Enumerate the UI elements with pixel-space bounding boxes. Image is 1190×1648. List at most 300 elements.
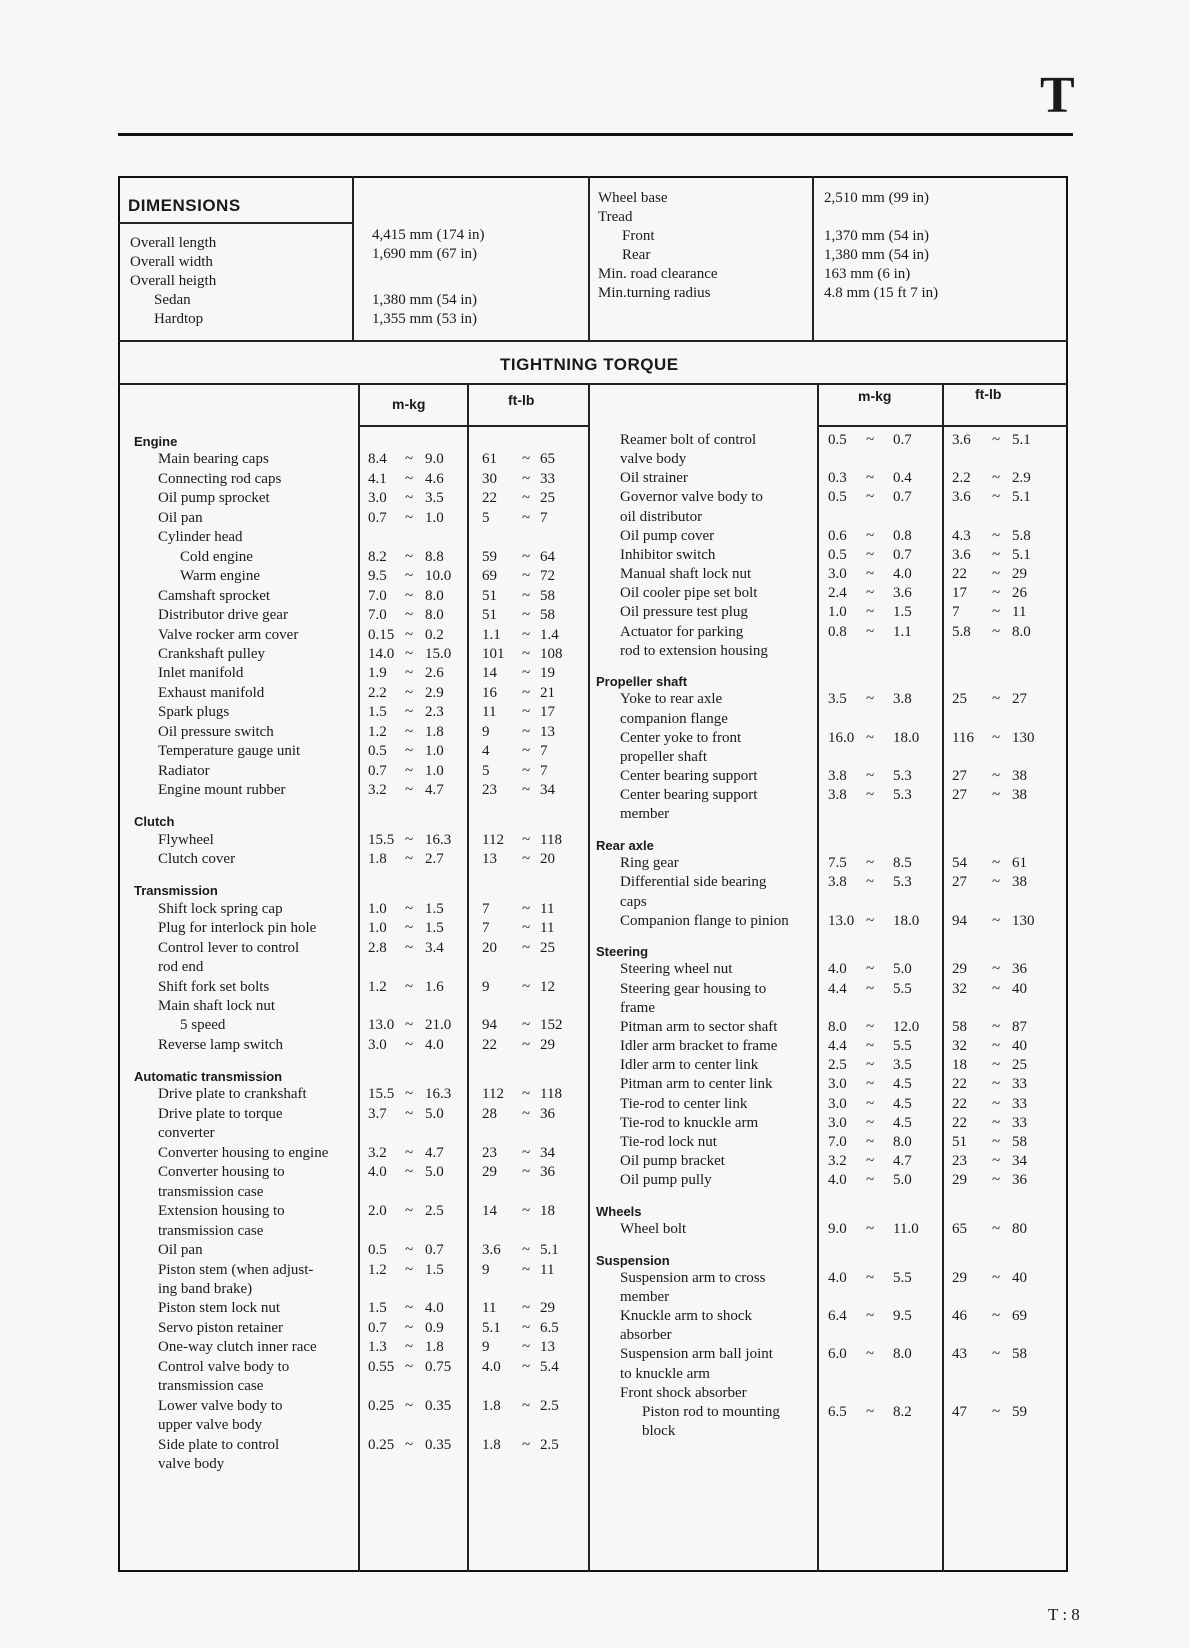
mkg-min: 4.0 <box>368 1164 387 1181</box>
range-tilde: ~ <box>992 489 1001 506</box>
range-tilde: ~ <box>866 691 875 708</box>
mkg-min: 0.8 <box>828 623 847 640</box>
mkg-max: 4.5 <box>893 1076 912 1093</box>
ftlb-max: 13 <box>540 723 555 740</box>
torque-item-label: Suspension arm ball joint <box>620 1346 773 1363</box>
ftlb-max: 2.5 <box>540 1436 559 1453</box>
mkg-min: 0.5 <box>368 743 387 760</box>
mkg-max: 5.0 <box>893 1172 912 1189</box>
torque-item-label: Tie-rod to center link <box>620 1095 748 1112</box>
range-tilde: ~ <box>992 768 1001 785</box>
dimensions-bottom-rule <box>118 340 1068 342</box>
mkg-max: 8.0 <box>893 1133 912 1150</box>
dim-value: 163 mm (6 in) <box>824 266 911 282</box>
range-tilde: ~ <box>992 874 1001 891</box>
torque-item-label: Engine mount rubber <box>158 782 286 799</box>
torque-item-label: Center bearing support <box>620 787 758 804</box>
ftlb-max: 5.8 <box>1012 527 1031 544</box>
dim-label: Min. road clearance <box>598 266 718 282</box>
range-tilde: ~ <box>405 939 414 956</box>
range-tilde: ~ <box>866 1133 875 1150</box>
mkg-min: 7.0 <box>828 1133 847 1150</box>
ftlb-min: 22 <box>952 566 967 583</box>
torque-item-label: Steering gear housing to <box>620 980 767 997</box>
ftlb-max: 11 <box>540 920 555 937</box>
ftlb-min: 22 <box>952 1114 967 1131</box>
mkg-max: 8.0 <box>425 587 444 604</box>
dim-divider-2 <box>588 176 590 340</box>
unit-ftlb-left: ft-lb <box>508 392 535 408</box>
dim-label: Overall width <box>130 254 213 270</box>
range-tilde: ~ <box>866 470 875 487</box>
range-tilde: ~ <box>992 1403 1001 1420</box>
mkg-min: 2.4 <box>828 585 847 602</box>
mkg-max: 0.35 <box>425 1397 452 1414</box>
mkg-max: 3.5 <box>425 490 444 507</box>
mkg-max: 3.8 <box>893 691 912 708</box>
mkg-min: 3.7 <box>368 1105 387 1122</box>
range-tilde: ~ <box>866 855 875 872</box>
range-tilde: ~ <box>866 729 875 746</box>
ftlb-min: 43 <box>952 1346 967 1363</box>
mkg-max: 16.3 <box>425 1086 452 1103</box>
ftlb-max: 87 <box>1012 1018 1027 1035</box>
mkg-max: 2.3 <box>425 704 444 721</box>
mkg-max: 8.0 <box>425 607 444 624</box>
ftlb-max: 108 <box>540 645 563 662</box>
unit-mkg-left: m-kg <box>392 396 426 412</box>
mkg-max: 1.0 <box>425 762 444 779</box>
ftlb-max: 33 <box>540 470 555 487</box>
mkg-max: 3.6 <box>893 585 912 602</box>
header-rule <box>118 133 1073 136</box>
mkg-max: 12.0 <box>893 1018 920 1035</box>
range-tilde: ~ <box>522 978 531 995</box>
torque-item-label: Inlet manifold <box>158 665 244 682</box>
range-tilde: ~ <box>992 980 1001 997</box>
range-tilde: ~ <box>866 1269 875 1286</box>
mkg-min: 2.5 <box>828 1057 847 1074</box>
range-tilde: ~ <box>405 587 414 604</box>
range-tilde: ~ <box>405 1086 414 1103</box>
mkg-max: 3.5 <box>893 1057 912 1074</box>
mkg-min: 3.2 <box>368 1144 387 1161</box>
ftlb-min: 7 <box>952 604 960 621</box>
range-tilde: ~ <box>405 568 414 585</box>
mkg-max: 2.9 <box>425 684 444 701</box>
dim-label: Overall length <box>130 235 217 251</box>
ftlb-min: 3.6 <box>952 546 971 563</box>
ftlb-min: 69 <box>482 568 497 585</box>
mkg-min: 1.9 <box>368 665 387 682</box>
ftlb-min: 116 <box>952 729 974 746</box>
mkg-min: 3.0 <box>368 1036 387 1053</box>
torque-item-label: Connecting rod caps <box>158 470 282 487</box>
torque-item-label: Tie-rod to knuckle arm <box>620 1114 759 1131</box>
torque-item-label: Converter housing to <box>158 1164 285 1181</box>
ftlb-min: 27 <box>952 787 967 804</box>
range-tilde: ~ <box>405 1397 414 1414</box>
ftlb-min: 32 <box>952 1038 967 1055</box>
torque-divider-l2 <box>467 383 469 1572</box>
range-tilde: ~ <box>522 587 531 604</box>
range-tilde: ~ <box>405 548 414 565</box>
ftlb-min: 5 <box>482 509 490 526</box>
ftlb-max: 1.4 <box>540 626 559 643</box>
torque-item-label: transmission case <box>158 1183 264 1200</box>
mkg-min: 0.5 <box>828 489 847 506</box>
ftlb-min: 14 <box>482 665 497 682</box>
dim-label: Overall heigth <box>130 273 217 289</box>
range-tilde: ~ <box>866 1038 875 1055</box>
range-tilde: ~ <box>992 604 1001 621</box>
torque-item-label: Idler arm to center link <box>620 1057 759 1074</box>
section-heading: Suspension <box>596 1252 670 1268</box>
mkg-max: 15.0 <box>425 645 452 662</box>
mkg-max: 5.0 <box>425 1105 444 1122</box>
ftlb-max: 118 <box>540 1086 562 1103</box>
range-tilde: ~ <box>405 665 414 682</box>
ftlb-min: 1.1 <box>482 626 501 643</box>
torque-item-label: Oil pan <box>158 1242 203 1259</box>
torque-item-label: ing band brake) <box>158 1280 253 1297</box>
range-tilde: ~ <box>522 762 531 779</box>
mkg-max: 5.5 <box>893 980 912 997</box>
range-tilde: ~ <box>405 1319 414 1336</box>
range-tilde: ~ <box>405 451 414 468</box>
torque-item-label: transmission case <box>158 1222 264 1239</box>
ftlb-min: 51 <box>482 587 497 604</box>
mkg-min: 0.5 <box>368 1242 387 1259</box>
dim-value: 1,355 mm (53 in) <box>372 311 477 327</box>
dim-value: 2,510 mm (99 in) <box>824 190 929 206</box>
ftlb-min: 3.6 <box>952 489 971 506</box>
mkg-min: 0.25 <box>368 1436 395 1453</box>
ftlb-min: 58 <box>952 1018 967 1035</box>
ftlb-min: 4.3 <box>952 527 971 544</box>
range-tilde: ~ <box>992 546 1001 563</box>
ftlb-min: 11 <box>482 1300 497 1317</box>
range-tilde: ~ <box>522 782 531 799</box>
range-tilde: ~ <box>866 1114 875 1131</box>
dim-label: Rear <box>622 247 651 263</box>
ftlb-min: 23 <box>952 1152 967 1169</box>
ftlb-min: 29 <box>952 961 967 978</box>
mkg-max: 9.5 <box>893 1308 912 1325</box>
torque-item-label: Steering wheel nut <box>620 961 733 978</box>
ftlb-min: 2.2 <box>952 470 971 487</box>
torque-item-label: Wheel bolt <box>620 1220 687 1237</box>
range-tilde: ~ <box>522 1242 531 1259</box>
range-tilde: ~ <box>405 704 414 721</box>
ftlb-min: 20 <box>482 939 497 956</box>
mkg-max: 4.5 <box>893 1095 912 1112</box>
torque-item-label: caps <box>620 893 647 910</box>
mkg-max: 1.5 <box>425 920 444 937</box>
mkg-max: 5.3 <box>893 787 912 804</box>
range-tilde: ~ <box>992 432 1001 448</box>
mkg-max: 1.5 <box>893 604 912 621</box>
torque-item-label: Shift lock spring cap <box>158 900 283 917</box>
mkg-min: 8.4 <box>368 451 387 468</box>
mkg-min: 15.5 <box>368 831 395 848</box>
range-tilde: ~ <box>522 831 531 848</box>
range-tilde: ~ <box>522 1086 531 1103</box>
ftlb-min: 22 <box>482 490 497 507</box>
range-tilde: ~ <box>992 566 1001 583</box>
range-tilde: ~ <box>522 1261 531 1278</box>
mkg-min: 3.0 <box>828 566 847 583</box>
range-tilde: ~ <box>405 626 414 643</box>
torque-item-label: rod to extension housing <box>620 642 768 659</box>
range-tilde: ~ <box>866 1308 875 1325</box>
range-tilde: ~ <box>405 490 414 507</box>
range-tilde: ~ <box>405 851 414 868</box>
torque-item-label: Plug for interlock pin hole <box>158 920 317 937</box>
ftlb-max: 33 <box>1012 1095 1027 1112</box>
torque-item-label: oil distributor <box>620 508 703 525</box>
torque-item-label: block <box>642 1423 676 1439</box>
range-tilde: ~ <box>405 1105 414 1122</box>
ftlb-max: 18 <box>540 1203 555 1220</box>
mkg-max: 4.0 <box>893 566 912 583</box>
ftlb-max: 7 <box>540 509 548 526</box>
mkg-max: 0.7 <box>893 432 912 448</box>
mkg-min: 4.1 <box>368 470 387 487</box>
mkg-min: 6.0 <box>828 1346 847 1363</box>
torque-item-label: Radiator <box>158 762 210 779</box>
ftlb-max: 64 <box>540 548 555 565</box>
range-tilde: ~ <box>992 1038 1001 1055</box>
ftlb-max: 11 <box>540 900 555 917</box>
mkg-min: 13.0 <box>828 912 855 929</box>
ftlb-max: 33 <box>1012 1076 1027 1093</box>
ftlb-max: 69 <box>1012 1308 1027 1325</box>
ftlb-min: 32 <box>952 980 967 997</box>
torque-item-label: Center bearing support <box>620 768 758 785</box>
ftlb-max: 72 <box>540 568 555 585</box>
section-heading: Steering <box>596 944 649 960</box>
ftlb-min: 29 <box>952 1269 967 1286</box>
ftlb-max: 13 <box>540 1339 555 1356</box>
range-tilde: ~ <box>405 509 414 526</box>
mkg-max: 5.5 <box>893 1269 912 1286</box>
range-tilde: ~ <box>405 645 414 662</box>
range-tilde: ~ <box>866 1152 875 1169</box>
mkg-min: 0.5 <box>828 432 847 448</box>
range-tilde: ~ <box>522 665 531 682</box>
range-tilde: ~ <box>522 920 531 937</box>
mkg-max: 8.8 <box>425 548 444 565</box>
mkg-max: 1.5 <box>425 900 444 917</box>
ftlb-min: 27 <box>952 768 967 785</box>
dim-label: Tread <box>598 209 633 225</box>
mkg-min: 3.5 <box>828 691 847 708</box>
section-heading: Automatic transmission <box>134 1069 283 1085</box>
ftlb-max: 58 <box>1012 1133 1027 1150</box>
torque-item-label: member <box>620 1288 670 1305</box>
range-tilde: ~ <box>866 768 875 785</box>
torque-item-label: Spark plugs <box>158 704 230 721</box>
ftlb-min: 17 <box>952 585 967 602</box>
torque-item-label: Oil pressure test plug <box>620 604 748 621</box>
ftlb-max: 34 <box>1012 1152 1027 1169</box>
range-tilde: ~ <box>405 782 414 799</box>
ftlb-max: 29 <box>540 1036 555 1053</box>
range-tilde: ~ <box>405 1164 414 1181</box>
mkg-min: 1.2 <box>368 1261 387 1278</box>
ftlb-max: 5.1 <box>1012 432 1031 448</box>
torque-item-label: absorber <box>620 1327 672 1344</box>
range-tilde: ~ <box>405 762 414 779</box>
range-tilde: ~ <box>992 1018 1001 1035</box>
unit-rule-left <box>358 425 588 427</box>
mkg-min: 3.0 <box>828 1095 847 1112</box>
range-tilde: ~ <box>992 1133 1001 1150</box>
ftlb-max: 5.1 <box>540 1242 559 1259</box>
mkg-max: 0.8 <box>893 527 912 544</box>
range-tilde: ~ <box>405 607 414 624</box>
ftlb-max: 29 <box>540 1300 555 1317</box>
ftlb-max: 11 <box>540 1261 555 1278</box>
dim-label: Min.turning radius <box>598 285 711 301</box>
mkg-min: 0.7 <box>368 762 387 779</box>
mkg-max: 21.0 <box>425 1017 452 1034</box>
range-tilde: ~ <box>866 1220 875 1237</box>
range-tilde: ~ <box>522 568 531 585</box>
mkg-max: 10.0 <box>425 568 452 585</box>
ftlb-min: 101 <box>482 645 505 662</box>
mkg-max: 16.3 <box>425 831 452 848</box>
range-tilde: ~ <box>405 743 414 760</box>
unit-ftlb-right: ft-lb <box>975 386 1002 402</box>
torque-item-label: Drive plate to crankshaft <box>158 1086 307 1103</box>
mkg-min: 16.0 <box>828 729 855 746</box>
torque-item-label: converter <box>158 1125 215 1142</box>
torque-item-label: Extension housing to <box>158 1203 285 1220</box>
ftlb-min: 7 <box>482 920 490 937</box>
range-tilde: ~ <box>866 874 875 891</box>
range-tilde: ~ <box>405 1261 414 1278</box>
range-tilde: ~ <box>405 831 414 848</box>
mkg-max: 9.0 <box>425 451 444 468</box>
ftlb-min: 9 <box>482 1339 490 1356</box>
torque-item-label: Piston stem (when adjust- <box>158 1261 314 1278</box>
torque-item-label: Control lever to control <box>158 939 300 956</box>
torque-item-label: Temperature gauge unit <box>158 743 301 760</box>
range-tilde: ~ <box>992 527 1001 544</box>
mkg-max: 0.35 <box>425 1436 452 1453</box>
mkg-min: 1.5 <box>368 1300 387 1317</box>
range-tilde: ~ <box>405 1339 414 1356</box>
ftlb-max: 12 <box>540 978 555 995</box>
range-tilde: ~ <box>992 1346 1001 1363</box>
mkg-min: 0.55 <box>368 1358 395 1375</box>
range-tilde: ~ <box>405 978 414 995</box>
ftlb-max: 58 <box>540 587 555 604</box>
mkg-min: 8.0 <box>828 1018 847 1035</box>
ftlb-max: 40 <box>1012 1269 1027 1286</box>
torque-item-label: Governor valve body to <box>620 489 763 506</box>
range-tilde: ~ <box>866 1018 875 1035</box>
mkg-max: 1.5 <box>425 1261 444 1278</box>
mkg-min: 3.8 <box>828 768 847 785</box>
dim-value: 1,370 mm (54 in) <box>824 228 929 244</box>
ftlb-max: 58 <box>540 607 555 624</box>
dim-label: Hardtop <box>154 311 204 327</box>
torque-item-label: rod end <box>158 959 204 976</box>
range-tilde: ~ <box>992 729 1001 746</box>
mkg-max: 8.0 <box>893 1346 912 1363</box>
mkg-max: 0.4 <box>893 470 912 487</box>
dim-value: 1,380 mm (54 in) <box>372 292 477 308</box>
ftlb-max: 17 <box>540 704 555 721</box>
ftlb-max: 2.5 <box>540 1397 559 1414</box>
mkg-min: 4.0 <box>828 1269 847 1286</box>
torque-item-label: upper valve body <box>158 1417 263 1434</box>
torque-item-label: Oil pump bracket <box>620 1152 725 1169</box>
torque-item-label: valve body <box>158 1456 225 1473</box>
mkg-min: 1.0 <box>828 604 847 621</box>
page-letter: T <box>1040 67 1075 124</box>
range-tilde: ~ <box>405 1300 414 1317</box>
mkg-min: 4.4 <box>828 980 847 997</box>
ftlb-max: 34 <box>540 782 555 799</box>
ftlb-min: 14 <box>482 1203 497 1220</box>
range-tilde: ~ <box>866 1346 875 1363</box>
mkg-min: 1.8 <box>368 851 387 868</box>
mkg-max: 5.5 <box>893 1038 912 1055</box>
torque-item-label: Reverse lamp switch <box>158 1036 283 1053</box>
torque-item-label: Center yoke to front <box>620 729 742 746</box>
mkg-min: 7.0 <box>368 607 387 624</box>
range-tilde: ~ <box>522 1105 531 1122</box>
ftlb-max: 19 <box>540 665 555 682</box>
ftlb-max: 40 <box>1012 980 1027 997</box>
ftlb-max: 36 <box>1012 961 1027 978</box>
ftlb-min: 22 <box>952 1076 967 1093</box>
mkg-min: 7.0 <box>368 587 387 604</box>
mkg-min: 3.8 <box>828 787 847 804</box>
mkg-max: 4.5 <box>893 1114 912 1131</box>
mkg-min: 15.5 <box>368 1086 395 1103</box>
torque-item-label: valve body <box>620 451 687 468</box>
ftlb-max: 130 <box>1012 729 1035 746</box>
ftlb-max: 40 <box>1012 1038 1027 1055</box>
range-tilde: ~ <box>405 1436 414 1453</box>
range-tilde: ~ <box>992 1269 1001 1286</box>
mkg-min: 9.0 <box>828 1220 847 1237</box>
ftlb-max: 27 <box>1012 691 1027 708</box>
range-tilde: ~ <box>866 432 875 448</box>
mkg-max: 4.7 <box>893 1152 912 1169</box>
range-tilde: ~ <box>405 1242 414 1259</box>
dim-divider-1 <box>352 176 354 340</box>
range-tilde: ~ <box>866 961 875 978</box>
dim-label: Sedan <box>154 292 191 308</box>
mkg-max: 4.0 <box>425 1300 444 1317</box>
ftlb-min: 94 <box>482 1017 497 1034</box>
ftlb-max: 25 <box>540 939 555 956</box>
mkg-min: 14.0 <box>368 645 395 662</box>
range-tilde: ~ <box>522 470 531 487</box>
mkg-min: 0.15 <box>368 626 395 643</box>
ftlb-min: 47 <box>952 1403 967 1420</box>
ftlb-min: 28 <box>482 1105 497 1122</box>
ftlb-min: 5.1 <box>482 1319 501 1336</box>
torque-item-label: Cylinder head <box>158 529 243 546</box>
torque-item-label: Pitman arm to center link <box>620 1076 773 1093</box>
